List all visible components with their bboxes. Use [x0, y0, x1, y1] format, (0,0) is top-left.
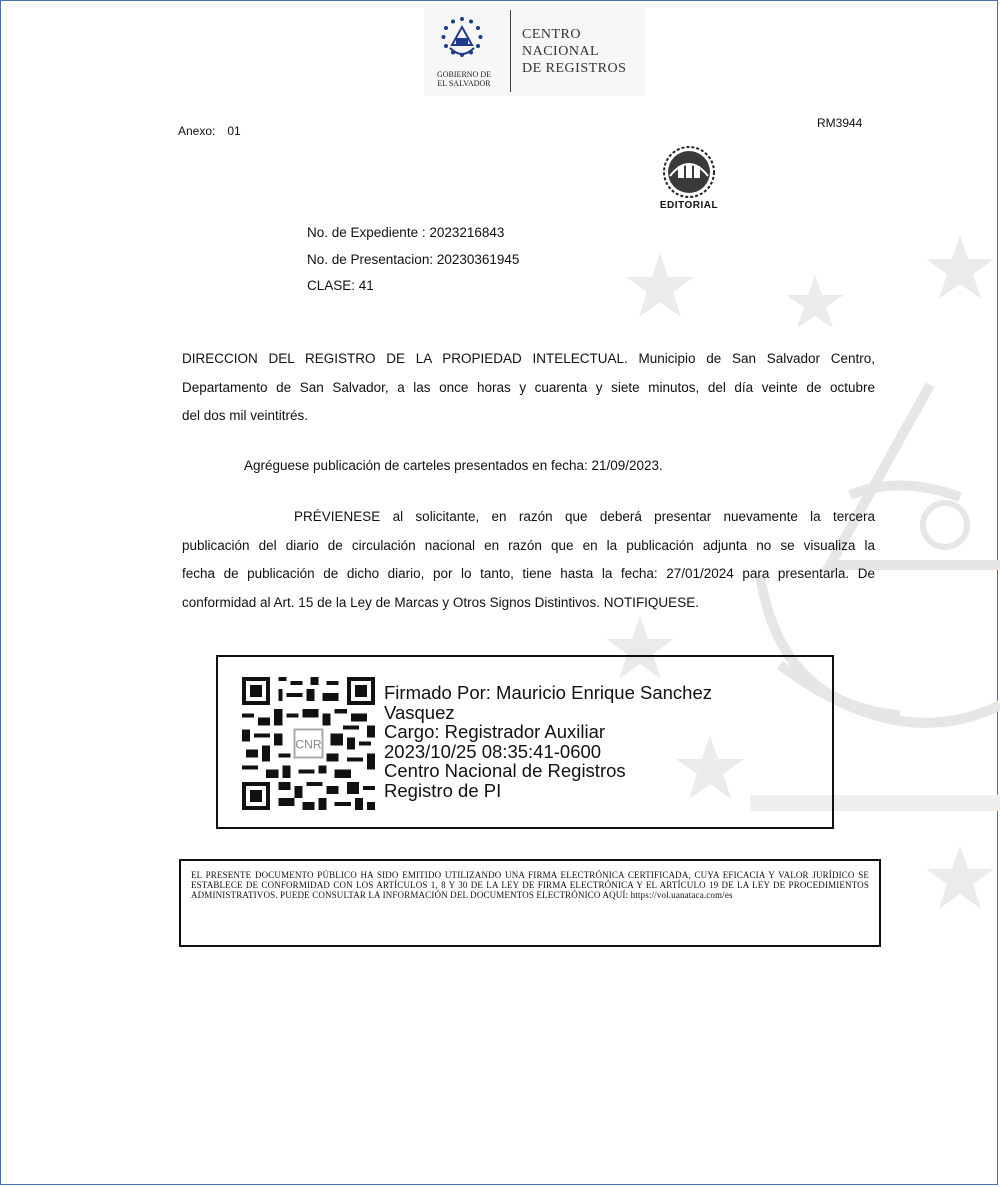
annex-label: Anexo: 01	[178, 124, 241, 138]
signer-name-cont: Vasquez	[384, 701, 455, 723]
signature-details	[384, 683, 712, 800]
signer-department: Registro de PI	[384, 779, 502, 801]
expediente-number: No. de Expediente : 2023216843	[307, 225, 505, 240]
resolution-paragraph-3: PRÉVIENESE al solicitante, en razón que deberá presentar nuevamente la tercera publicación del diario de circulación nacional en razón que en la publicación adjunta no se visualiza la fecha de publicación de dicho diario, por lo tanto, tiene hasta la fecha: 27/01/2024 para presentarla. De conformidad al Art. 15 de la Ley de Marcas y Otros Signos Distintivos. NOTIFIQUESE.	[182, 509, 875, 610]
signer-name: Firmado Por: Mauricio Enrique Sanchez	[384, 682, 713, 703]
annex-value: 01	[227, 124, 241, 138]
qr-code[interactable]	[242, 677, 375, 810]
reference-code: RM3944	[817, 116, 863, 130]
org-name: CENTRO NACIONAL DE REGISTROS	[522, 27, 627, 76]
editorial-label: EDITORIAL	[659, 200, 719, 211]
header-divider	[510, 10, 511, 92]
signer-organization: Centro Nacional de Registros	[384, 760, 626, 781]
signer-role: Cargo: Registrador Auxiliar	[384, 721, 606, 742]
editorial-seal	[652, 146, 726, 216]
resolution-paragraph-1: DIRECCION DEL REGISTRO DE LA PROPIEDAD INTELECTUAL. Municipio de San Salvador Centro, Departamento de San Salvador, a las once horas y cuarenta y siete minutos, del día veinte de octubre del dos mil veintitrés.	[182, 351, 875, 423]
legal-notice-box	[179, 859, 881, 947]
resolution-paragraph-2: Agréguese publicación de carteles presentados en fecha: 21/09/2023.	[244, 458, 663, 473]
gov-label: GOBIERNO DE EL SALVADOR	[437, 70, 491, 88]
svg-text:CNR: CNR	[295, 737, 322, 752]
class-number: CLASE: 41	[307, 278, 374, 293]
signature-timestamp: 2023/10/25 08:35:41-0600	[384, 740, 602, 762]
presentacion-number: No. de Presentacion: 20230361945	[307, 251, 520, 267]
cnr-header-logo	[424, 8, 646, 96]
editorial-icon	[652, 146, 726, 200]
electronic-signature-box	[216, 655, 834, 829]
legal-notice-text: EL PRESENTE DOCUMENTO PÚBLICO HA SIDO EMITIDO UTILIZANDO UNA FIRMA ELECTRÓNICA CERTIFICADA, CUYA EFICACIA Y VALOR JURÍDICO SE ESTABLECE DE CONFORMIDAD CON LOS ARTÍCULOS 1, 8 Y 30 DE LA LEY DE FIRMA ELECTRÓNICA Y EL ARTÍCULO 19 DE LA LEY DE PROCEDIMIENTOS ADMINISTRATIVOS. PUEDE CONSULTAR LA INFORMACIÓN DEL DOCUMENTOS ELECTRÓNICO AQUÍ: https://vol.uanataca.com/es	[191, 870, 869, 900]
el-salvador-crest-icon	[434, 14, 490, 70]
file-info	[307, 220, 519, 300]
